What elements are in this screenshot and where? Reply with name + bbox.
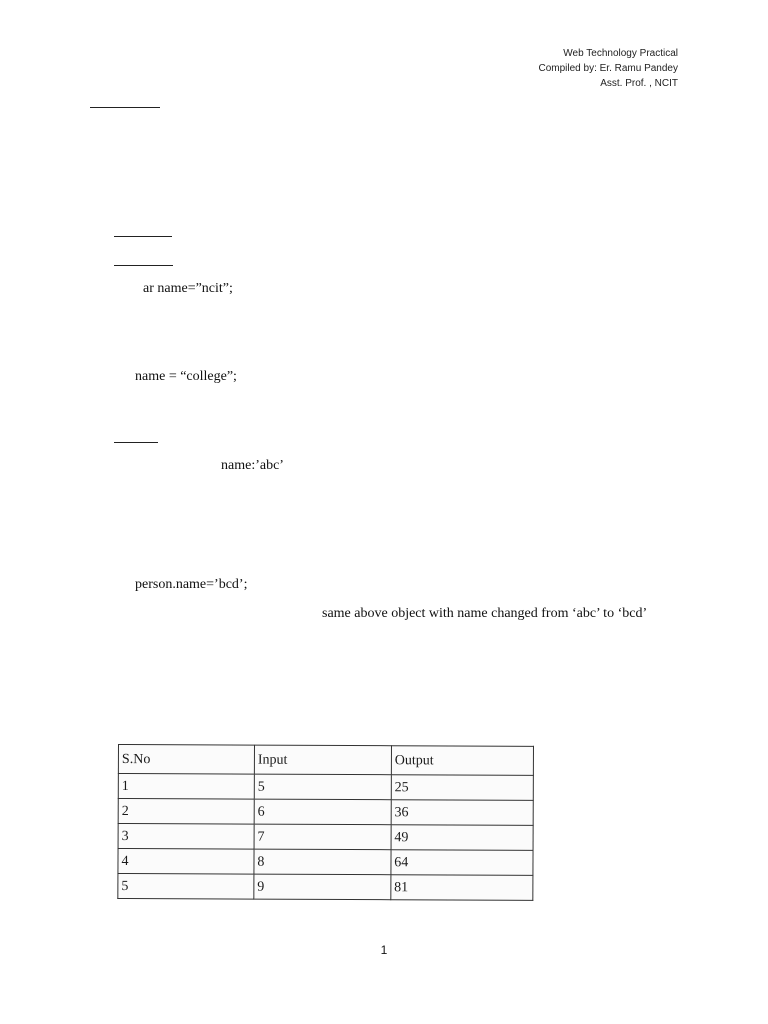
header-course-title: Web Technology Practical	[563, 48, 678, 59]
code-output-note: same above object with name changed from ‘abc’ to ‘bcd’	[322, 606, 648, 621]
output-table-scan	[118, 744, 538, 910]
output-table	[117, 744, 534, 901]
table-cell: 25	[391, 775, 533, 801]
table-cell: 36	[391, 800, 533, 826]
table-row	[118, 874, 533, 901]
code-property-change: person.name=’bcd’;	[135, 577, 248, 592]
table-header-row	[118, 745, 533, 776]
table-header-cell: Input	[254, 745, 391, 775]
header-compiler: Compiled by: Er. Ramu Pandey	[538, 63, 678, 74]
table-row	[118, 849, 533, 876]
code-reassignment: name = “college”;	[135, 369, 237, 384]
heading-underline-3	[114, 265, 173, 266]
table-row	[118, 799, 533, 826]
table-cell: 81	[391, 875, 533, 901]
table-cell: 5	[254, 774, 391, 800]
page-number: 1	[380, 943, 388, 957]
table-row	[118, 824, 533, 851]
table-row	[118, 774, 533, 801]
table-cell: 64	[391, 850, 533, 876]
table-cell: 9	[254, 874, 391, 900]
header-designation: Asst. Prof. , NCIT	[600, 78, 678, 89]
table-cell: 5	[118, 874, 254, 900]
table-header-cell: Output	[391, 746, 533, 776]
table-cell: 6	[254, 799, 391, 825]
code-var-declaration: ar name=”ncit”;	[143, 281, 233, 296]
heading-underline-1	[90, 107, 160, 108]
heading-underline-2	[114, 236, 172, 237]
table-cell: 49	[391, 825, 533, 851]
table-cell: 1	[118, 774, 254, 800]
table-header-cell: S.No	[118, 745, 254, 775]
table-cell: 8	[254, 849, 391, 875]
table-cell: 4	[118, 849, 254, 875]
page-header	[538, 46, 678, 91]
table-cell: 7	[254, 824, 391, 850]
table-cell: 2	[118, 799, 254, 825]
code-object-property: name:’abc’	[221, 458, 284, 473]
table-cell: 3	[118, 824, 254, 850]
heading-underline-4	[114, 442, 158, 443]
